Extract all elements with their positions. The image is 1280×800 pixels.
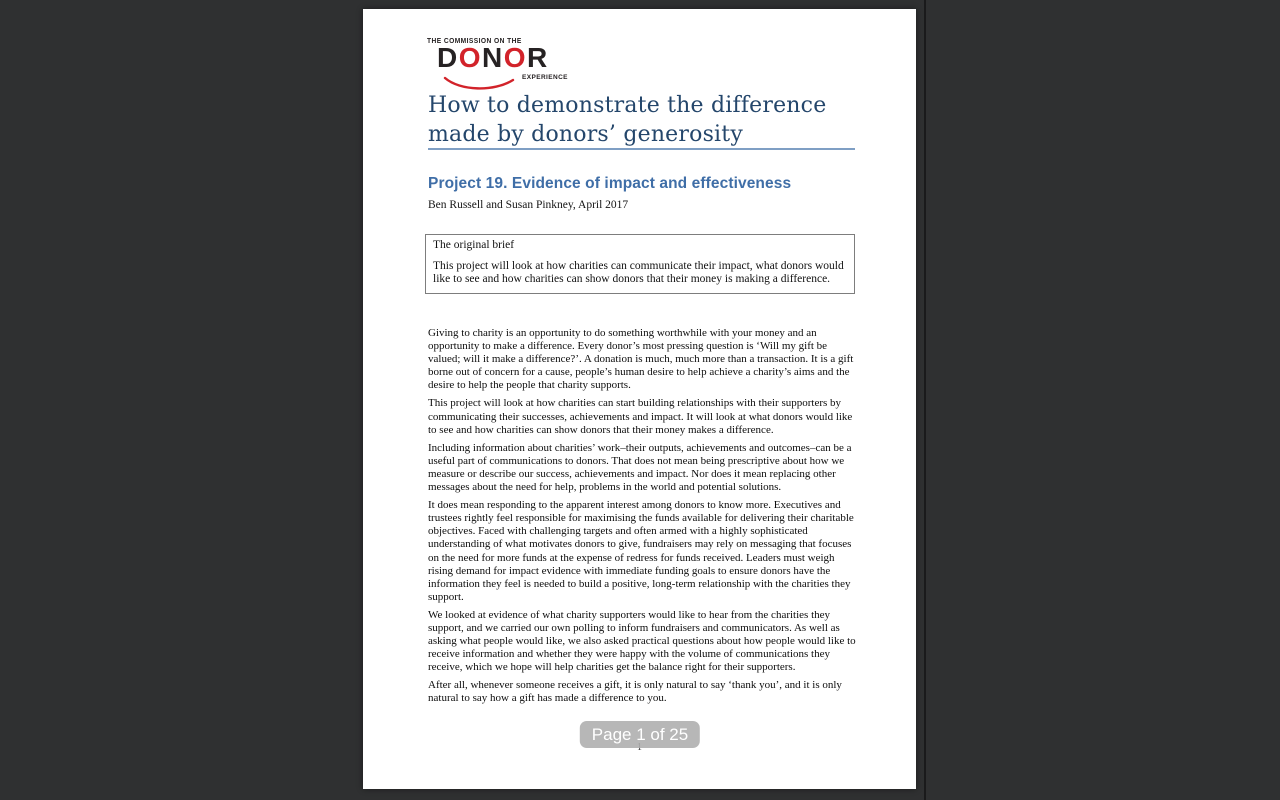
page-title-line1: How to demonstrate the difference	[428, 93, 827, 118]
body-paragraph: Giving to charity is an opportunity to do something worthwhile with your money and an opportunity to make a difference. Every donor’s most pressing question is ‘Will my gift be valued; will it make a difference?’. A donation is much, much more than a transaction. It is a gift borne out of concern for a cause, people’s human desire to help achieve a charity’s aims and the desire to help the people that charity supports.	[428, 327, 854, 392]
logo-donor-wordmark	[437, 44, 549, 72]
logo-letter: N	[482, 42, 504, 73]
logo-letter: O	[458, 42, 483, 73]
body-paragraph: After all, whenever someone receives a gift, it is only natural to say ‘thank you’, and it is only natural to say how a gift has made a difference to you.	[428, 679, 842, 705]
logo-letter: O	[503, 42, 528, 73]
donor-experience-logo	[427, 38, 567, 88]
document-page	[363, 9, 916, 789]
viewer-edge-divider	[924, 0, 926, 800]
body-text	[428, 327, 858, 711]
logo-top-text: THE COMMISSION ON THE	[427, 38, 522, 45]
brief-heading: The original brief	[433, 239, 515, 251]
byline: Ben Russell and Susan Pinkney, April 2017	[428, 199, 629, 211]
logo-letter: R	[527, 42, 549, 73]
body-paragraph: We looked at evidence of what charity supporters would like to hear from the charities they support, and we carried our own polling to inform fundraisers and communicators. As well as asking what people would like, we also asked practical questions about how people would like to receive information and whether they were happy with the volume of communications they receive, which we hope will help charities get the balance right for their supporters.	[428, 608, 856, 674]
body-paragraph: This project will look at how charities can start building relationships with their supporters by communicating their successes, achievements and impact. It will look at what donors would like to see and how charities can show donors that their money makes a difference.	[428, 397, 853, 436]
page-title	[428, 91, 868, 149]
body-paragraph: It does mean responding to the apparent interest among donors to know more. Executives and trustees rightly feel responsible for maximising the funds available for delivering their charitable objectives. Faced with challenging targets and often armed with a highly sophisticated understanding of what motivates donors to give, fundraisers may rely on messaging that focuses on the need for more funds at the expense of redress for funds received. Leaders must weigh rising demand for impact evidence with immediate funding goals to ensure donors have the information they feel is needed to build a positive, long-term relationship with the charities they support.	[428, 499, 854, 603]
smile-arc-icon	[442, 76, 522, 92]
body-paragraph: Including information about charities’ work–their outputs, achievements and outcomes–can be a useful part of communications to donors. That does not mean being prescriptive about how we measure or describe our success, achievements and impact. Nor does it mean replacing other messages about the need for help, problems in the world and potential solutions.	[428, 441, 852, 494]
page-title-line2: made by donors’ generosity	[428, 122, 743, 147]
page-indicator-pill: Page 1 of 25	[580, 721, 700, 748]
brief-body: This project will look at how charities can communicate their impact, what donors would like to see and how charities can show donors that their money is making a difference.	[433, 259, 844, 285]
logo-bottom-text: EXPERIENCE	[522, 74, 568, 81]
original-brief-box	[425, 234, 855, 294]
title-rule	[428, 148, 855, 150]
logo-letter: D	[437, 42, 459, 73]
project-heading: Project 19. Evidence of impact and effectiveness	[428, 175, 792, 192]
